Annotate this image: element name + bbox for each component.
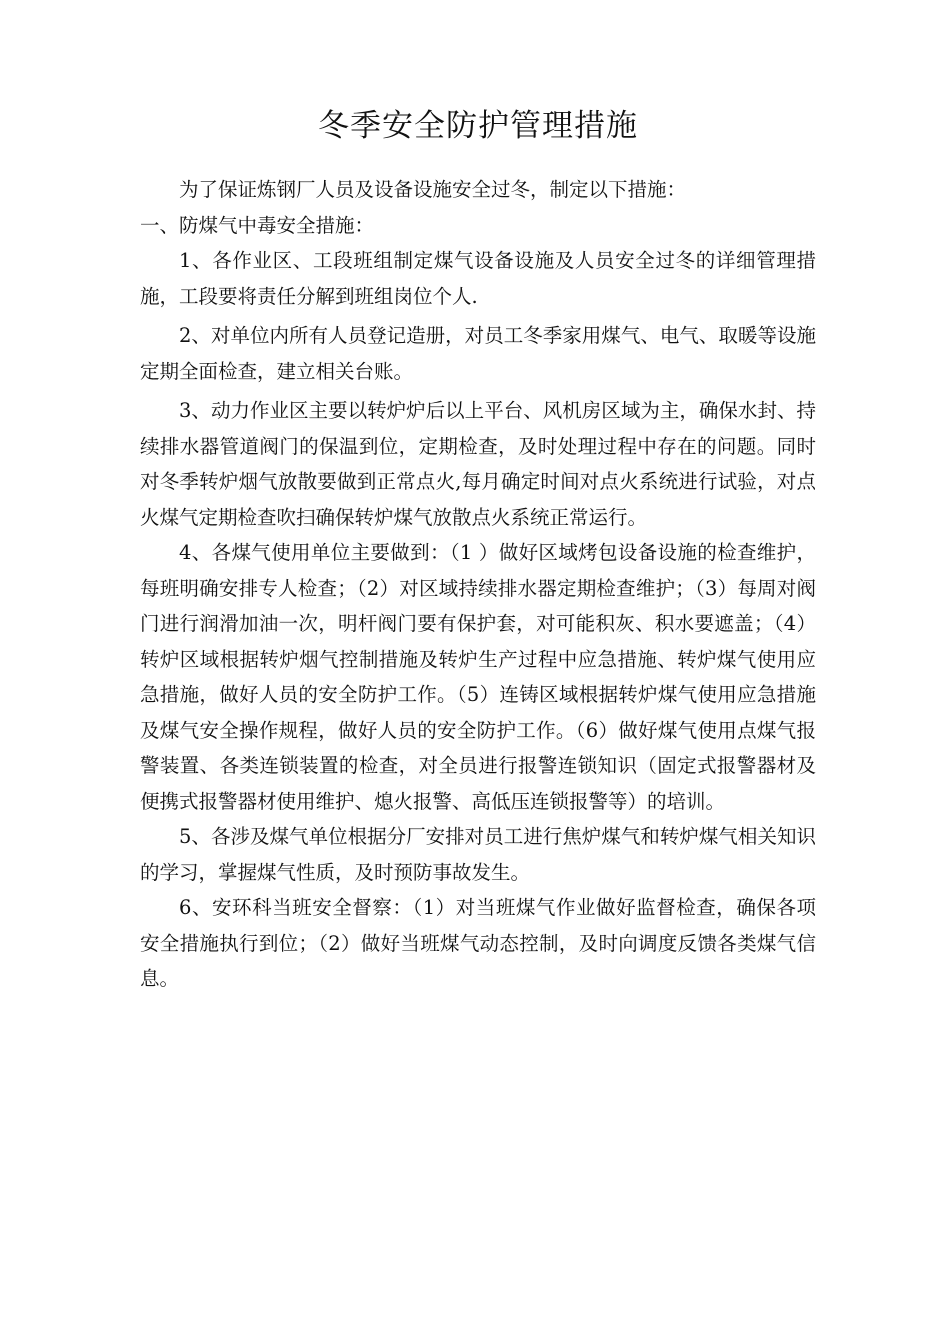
- document-title: 冬季安全防护管理措施: [318, 108, 638, 144]
- document-page: [140, 100, 816, 997]
- measure-item-5: 5、各涉及煤气单位根据分厂安排对员工进行焦炉煤气和转炉煤气相关知识的学习，掌握煤气性质，及时预防事故发生。: [140, 825, 816, 884]
- measure-item-6: 6、安环科当班安全督察：（1）对当班煤气作业做好监督检查，确保各项安全措施执行到位；（2）做好当班煤气动态控制，及时向调度反馈各类煤气信息。: [140, 896, 816, 990]
- measure-item-1: 1、各作业区、工段班组制定煤气设备设施及人员安全过冬的详细管理措施，工段要将责任分解到班组岗位个人.: [140, 249, 816, 308]
- measure-item-2: 2、对单位内所有人员登记造册，对员工冬季家用煤气、电气、取暖等设施定期全面检查，建立相关台账。: [140, 324, 816, 383]
- measure-item-4: 4、各煤气使用单位主要做到：（1 ）做好区域烤包设备设施的检查维护，每班明确安排专人检查；（2）对区域持续排水器定期检查维护；（3）每周对阀门进行润滑加油一次，明杆阀门要有保护套，对可能积灰、积水要遮盖；（4）转炉区域根据转炉烟气控制措施及转炉生产过程中应急措施、转炉煤气使用应急措施，做好人员的安全防护工作。（5）连铸区域根据转炉煤气使用应急措施及煤气安全操作规程，做好人员的安全防护工作。（6）做好煤气使用点煤气报警装置、各类连锁装置的检查，对全员进行报警连锁知识（固定式报警器材及便携式报警器材使用维护、熄火报警、高低压连锁报警等）的培训。: [140, 541, 816, 813]
- measure-item-3: 3、动力作业区主要以转炉炉后以上平台、风机房区域为主，确保水封、持续排水器管道阀门的保温到位，定期检查，及时处理过程中存在的问题。同时对冬季转炉烟气放散要做到正常点火,每月确定时间对点火系统进行试验，对点火煤气定期检查吹扫确保转炉煤气放散点火系统正常运行。: [140, 399, 816, 529]
- section-heading: 一、防煤气中毒安全措施：: [140, 213, 375, 237]
- intro-paragraph: 为了保证炼钢厂人员及设备设施安全过冬，制定以下措施：: [179, 178, 687, 201]
